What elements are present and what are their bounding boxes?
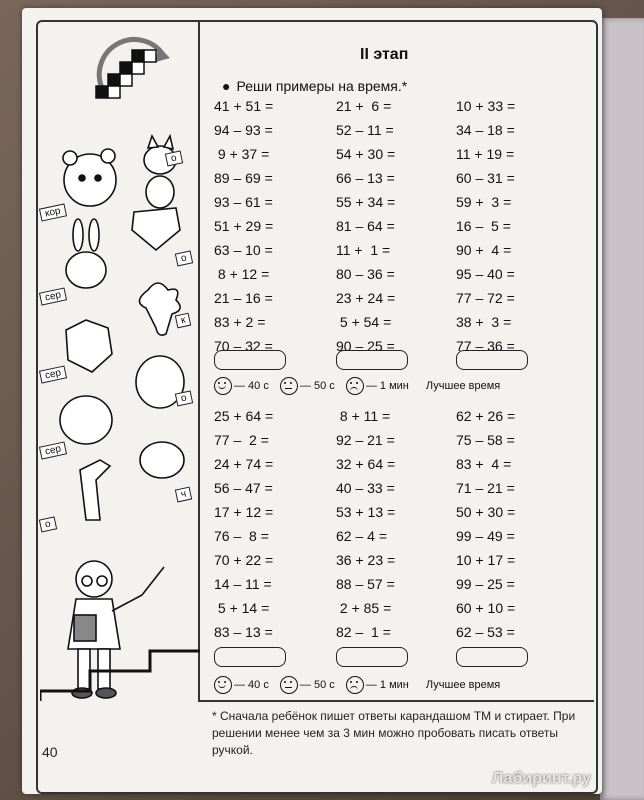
exercise: 5 + 54 = — [336, 314, 392, 330]
exercise: 8 + 12 = — [214, 266, 270, 282]
exercise: 9 + 37 = — [214, 146, 270, 162]
sad-face-icon — [346, 377, 364, 395]
exercise: 71 – 21 = — [456, 480, 515, 496]
exercise: 94 – 93 = — [214, 122, 273, 138]
exercise: 32 + 64 = — [336, 456, 396, 472]
staircase-logo — [92, 36, 172, 106]
exercise: 93 – 61 = — [214, 194, 273, 210]
exercise: 83 + 2 = — [214, 314, 266, 330]
legend-t2: — 50 с — [299, 379, 335, 392]
legend-t1: — 40 с — [234, 678, 269, 691]
happy-face-icon — [214, 377, 232, 395]
syllable-tag: о — [39, 517, 57, 533]
exercise: 51 + 29 = — [214, 218, 274, 234]
exercise: 40 – 33 = — [336, 480, 395, 496]
timing-legend — [214, 377, 500, 395]
time-answer-box[interactable] — [336, 647, 408, 667]
exercise: 34 – 18 = — [456, 122, 515, 138]
exercise: 99 – 49 = — [456, 528, 515, 544]
legend-t1: — 40 с — [234, 379, 269, 392]
exercise: 81 – 64 = — [336, 218, 395, 234]
exercise: 70 – 32 = — [214, 338, 273, 354]
animal-illustrations — [56, 120, 196, 540]
exercise: 90 – 25 = — [336, 338, 395, 354]
syllable-tag: сер — [39, 365, 67, 383]
exercise: 56 – 47 = — [214, 480, 273, 496]
legend-t2: — 50 с — [299, 678, 335, 691]
bullet-icon: ● — [222, 78, 231, 94]
exercise: 24 + 74 = — [214, 456, 274, 472]
timing-legend — [214, 676, 500, 694]
exercise: 70 + 22 = — [214, 552, 274, 568]
time-answer-box[interactable] — [214, 350, 286, 370]
exercise: 53 + 13 = — [336, 504, 396, 520]
exercise: 10 + 17 = — [456, 552, 516, 568]
exercise: 14 – 11 = — [214, 576, 272, 592]
exercise: 10 + 33 = — [456, 98, 516, 114]
exercise: 21 + 6 = — [336, 98, 392, 114]
exercise: 11 + 1 = — [336, 242, 391, 258]
time-answer-box[interactable] — [456, 350, 528, 370]
exercise: 89 – 69 = — [214, 170, 273, 186]
time-answer-box[interactable] — [336, 350, 408, 370]
exercise: 77 – 72 = — [456, 290, 515, 306]
exercise: 75 – 58 = — [456, 432, 515, 448]
syllable-tag: к — [175, 313, 192, 329]
exercise: 16 – 5 = — [456, 218, 511, 234]
exercise: 90 + 4 = — [456, 242, 512, 258]
exercise: 60 + 10 = — [456, 600, 516, 616]
syllable-tag: о — [175, 391, 193, 407]
neutral-face-icon — [280, 676, 298, 694]
exercise: 99 – 25 = — [456, 576, 515, 592]
instruction — [222, 78, 407, 94]
exercise: 17 + 12 = — [214, 504, 274, 520]
syllable-tag: о — [165, 151, 183, 167]
exercise: 83 + 4 = — [456, 456, 512, 472]
exercise: 59 + 3 = — [456, 194, 512, 210]
exercise: 5 + 14 = — [214, 600, 270, 616]
legend-t3: — 1 мин — [365, 379, 409, 392]
exercise: 8 + 11 = — [336, 408, 391, 424]
exercise: 54 + 30 = — [336, 146, 396, 162]
exercise: 88 – 57 = — [336, 576, 395, 592]
section-title: II этап — [360, 46, 409, 63]
legend-best: Лучшее время — [425, 678, 501, 691]
exercise: 77 – 36 = — [456, 338, 515, 354]
legend-best: Лучшее время — [425, 379, 501, 392]
exercise: 77 – 2 = — [214, 432, 269, 448]
legend-t3: — 1 мин — [365, 678, 409, 691]
next-page-edge — [600, 18, 644, 800]
exercise: 63 – 10 = — [214, 242, 273, 258]
syllable-tag: о — [175, 251, 193, 267]
exercise: 95 – 40 = — [456, 266, 515, 282]
sad-face-icon — [346, 676, 364, 694]
exercise: 21 – 16 = — [214, 290, 273, 306]
time-answer-box[interactable] — [456, 647, 528, 667]
exercise: 83 – 13 = — [214, 624, 273, 640]
exercise: 41 + 51 = — [214, 98, 274, 114]
page-number: 40 — [42, 744, 58, 760]
happy-face-icon — [214, 676, 232, 694]
exercise: 36 + 23 = — [336, 552, 396, 568]
boy-with-pointer-illustration — [40, 555, 200, 705]
exercise: 92 – 21 = — [336, 432, 395, 448]
syllable-tag: сер — [39, 287, 67, 305]
exercise: 80 – 36 = — [336, 266, 395, 282]
watermark: Лабиринт.ру — [492, 770, 591, 787]
exercise: 38 + 3 = — [456, 314, 512, 330]
exercise: 23 + 24 = — [336, 290, 396, 306]
exercise: 2 + 85 = — [336, 600, 392, 616]
neutral-face-icon — [280, 377, 298, 395]
exercise: 66 – 13 = — [336, 170, 395, 186]
exercise: 62 – 4 = — [336, 528, 387, 544]
footnote: * Сначала ребёнок пишет ответы карандашом ТМ и стирает. При решении менее чем за 3 мин можно пробовать писать ответы ручкой. — [212, 709, 576, 757]
exercise: 62 + 26 = — [456, 408, 516, 424]
exercise: 50 + 30 = — [456, 504, 516, 520]
exercise: 52 – 11 = — [336, 122, 394, 138]
syllable-tag: кор — [39, 203, 67, 221]
exercise: 25 + 64 = — [214, 408, 274, 424]
time-answer-box[interactable] — [214, 647, 286, 667]
exercise: 76 – 8 = — [214, 528, 269, 544]
exercise: 55 + 34 = — [336, 194, 396, 210]
exercise: 82 – 1 = — [336, 624, 391, 640]
instruction-text: Реши примеры на время.* — [236, 78, 408, 94]
syllable-tag: ч — [175, 487, 193, 503]
exercise: 60 – 31 = — [456, 170, 515, 186]
exercise: 62 – 53 = — [456, 624, 515, 640]
exercise: 11 + 19 = — [456, 146, 515, 162]
syllable-tag: сер — [39, 441, 67, 459]
